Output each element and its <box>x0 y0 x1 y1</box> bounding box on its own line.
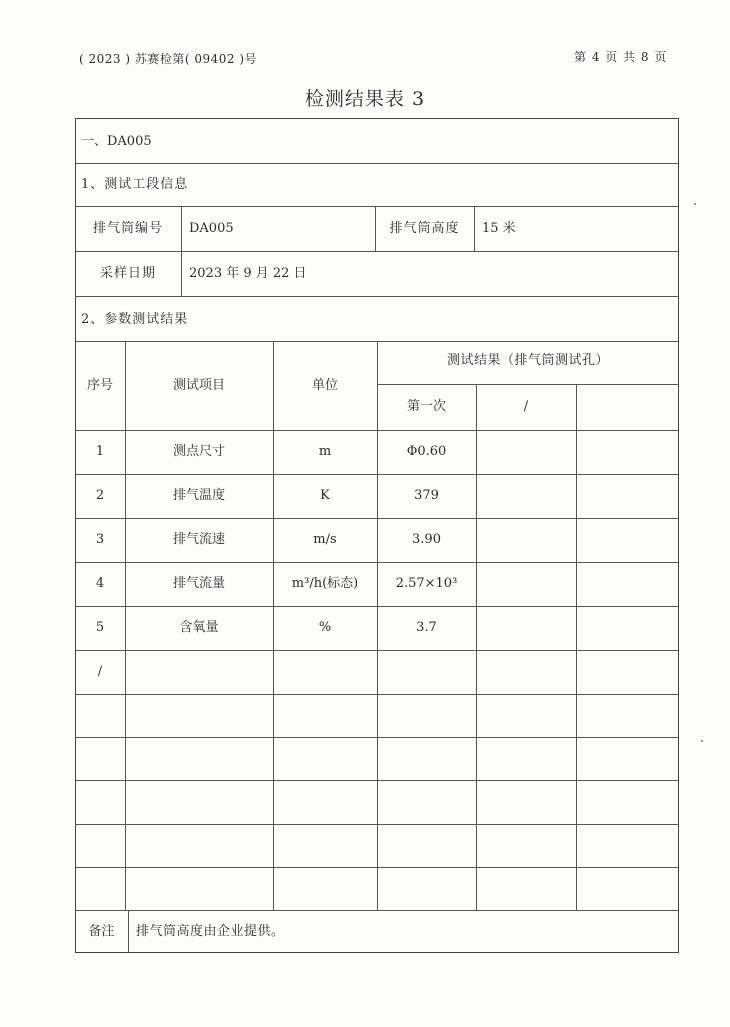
page-indicator: 第 4 页 共 8 页 <box>574 50 668 64</box>
stack-no-value: DA005 <box>189 221 234 236</box>
col-header-item: 测试项目 <box>172 378 225 393</box>
col-divider <box>576 384 577 910</box>
row-divider <box>75 251 679 252</box>
stack-height-label: 排气筒高度 <box>389 221 460 236</box>
row-3-value: 3.90 <box>412 532 441 547</box>
sub-header-first: 第一次 <box>406 399 446 414</box>
row-1-no: 1 <box>95 444 105 459</box>
row-4-unit: m³/h(标态) <box>291 576 359 591</box>
section2-heading: 2、参数测试结果 <box>81 312 189 327</box>
row-2-no: 2 <box>95 488 105 503</box>
row-6-no: / <box>97 664 103 679</box>
row-2-value: 379 <box>414 488 439 503</box>
row-1-value: Φ0.60 <box>406 444 447 459</box>
row-1-item: 测点尺寸 <box>172 444 225 459</box>
row-2-item: 排气温度 <box>172 488 225 503</box>
remarks-label: 备注 <box>88 924 115 939</box>
scan-speck <box>701 740 703 742</box>
col-header-no: 序号 <box>86 378 113 393</box>
row-3-no: 3 <box>95 532 105 547</box>
stack-no-label: 排气筒编号 <box>92 221 163 236</box>
row-4-no: 4 <box>95 576 105 591</box>
scan-speck <box>694 203 696 205</box>
col-header-result: 测试结果（排气筒测试孔） <box>446 353 609 368</box>
col-divider <box>128 910 129 953</box>
sub-header-second: / <box>523 399 529 414</box>
row-5-item: 含氧量 <box>179 620 219 635</box>
row-4-item: 排气流量 <box>172 576 225 591</box>
col-divider <box>474 206 475 251</box>
document-title: 检测结果表 3 <box>304 88 426 110</box>
col-header-unit: 单位 <box>311 378 338 393</box>
col-divider <box>181 206 182 296</box>
row-1-unit: m <box>318 444 332 459</box>
row-divider <box>75 296 679 297</box>
row-divider <box>377 384 679 385</box>
row-2-unit: K <box>320 488 330 503</box>
col-divider <box>476 384 477 910</box>
row-3-item: 排气流速 <box>172 532 225 547</box>
row-3-unit: m/s <box>313 532 337 547</box>
section-main-heading: 一、DA005 <box>81 134 152 149</box>
sample-date-label: 采样日期 <box>99 266 156 281</box>
remarks-text: 排气筒高度由企业提供。 <box>136 924 285 939</box>
row-divider <box>75 163 679 164</box>
report-number: ( 2023 ) 苏赛检第( 09402 )号 <box>79 52 258 66</box>
row-divider <box>75 206 679 207</box>
section1-heading: 1、测试工段信息 <box>81 177 189 192</box>
row-5-value: 3.7 <box>416 620 437 635</box>
row-divider <box>75 910 679 911</box>
stack-height-value: 15 米 <box>482 221 516 236</box>
sample-date-value: 2023 年 9 月 22 日 <box>189 266 307 281</box>
row-5-unit: % <box>318 620 332 635</box>
row-5-no: 5 <box>95 620 105 635</box>
row-4-value: 2.57×10³ <box>395 576 458 591</box>
